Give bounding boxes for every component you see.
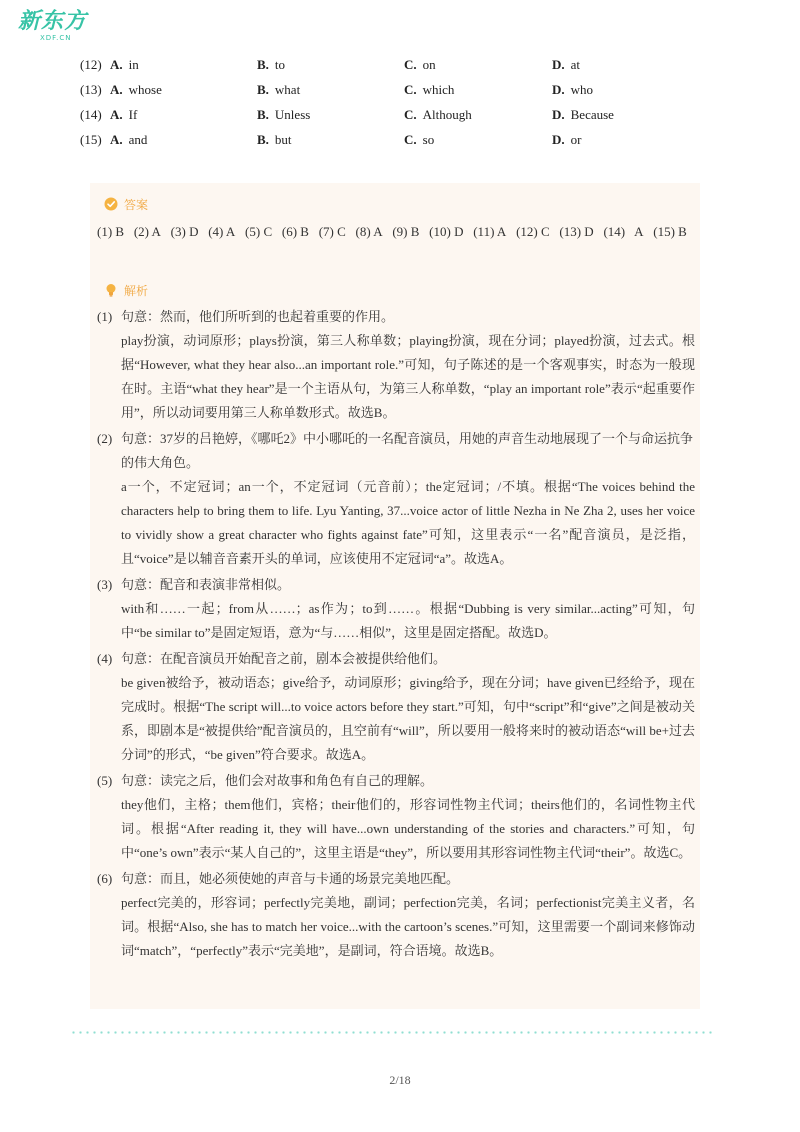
option-d: [552, 102, 614, 127]
item-meaning: 句意：而且，她必须使她的声音与卡通的场景完美地匹配。: [121, 871, 460, 886]
option-letter: C.: [404, 57, 417, 72]
page-number: 2/18: [389, 1073, 411, 1087]
option-text: so: [422, 132, 435, 147]
analysis-item: [97, 427, 695, 571]
item-number: (1): [97, 309, 113, 324]
option-letter: B.: [257, 82, 269, 97]
option-text: Because: [570, 107, 614, 122]
item-meaning: 句意：37岁的吕艳婷，《哪吒2》中小哪吒的一名配音演员，用她的声音生动地展现了一个与命运抗争的伟大角色。: [121, 431, 694, 470]
option-c: [404, 127, 434, 152]
question-number: (13): [80, 82, 102, 97]
option-c: [404, 77, 454, 102]
analysis-item: [97, 305, 695, 425]
option-row: [80, 52, 740, 77]
option-b: [257, 52, 285, 77]
option-letter: A.: [110, 57, 123, 72]
option-letter: C.: [404, 132, 417, 147]
item-explanation: a一个，不定冠词；an一个，不定冠词（元音前）；the定冠词；/不填。根据“The voices behind the characters help to bring them to life. Lyu Yanting, 37...voice actor of little Nezha in Ne Zha 2, uses her voice to vividly show a great character who fights against fate”可知，这里表示“一名”配音演员，是泛指，且“voice”是以辅音音素开头的单词，应该使用不定冠词“a”。故选A。: [121, 479, 695, 566]
analysis-item: [97, 769, 695, 865]
answer-analysis-panel: [90, 183, 700, 1009]
option-letter: D.: [552, 107, 565, 122]
option-letter: D.: [552, 57, 565, 72]
answer-list: (1) B (2) A (3) D (4) A (5) C (6) B (7) C (8) A (9) B (10) D (11) A (12) C (13) D (14) A (15) B: [97, 224, 687, 239]
option-row: [80, 77, 740, 102]
logo-text: 新东方: [18, 9, 88, 34]
option-a: [110, 52, 139, 77]
analysis-heading: [104, 280, 148, 300]
analysis-item: [97, 573, 695, 645]
option-text: in: [128, 57, 139, 72]
item-meaning: 句意：配音和表演非常相似。: [121, 577, 291, 592]
analysis-item: [97, 867, 695, 963]
item-number: (4): [97, 651, 113, 666]
option-text: at: [570, 57, 581, 72]
option-text: whose: [128, 82, 162, 97]
option-text: what: [274, 82, 301, 97]
option-b: [257, 77, 300, 102]
option-text: who: [570, 82, 594, 97]
question-number: (15): [80, 132, 102, 147]
item-explanation: they他们，主格；them他们，宾格；their他们的，形容词性物主代词；theirs他们的，名词性物主代词。根据“After reading it, they will have...own understanding of the stories and characters.”可知，句中“one’s own”表示“某人自己的”，这里主语是“they”，所以要用其形容词性物主代词“their”。故选C。: [121, 797, 695, 860]
lightbulb-icon: [104, 283, 118, 297]
option-text: but: [274, 132, 292, 147]
option-a: [110, 102, 137, 127]
option-text: Although: [422, 107, 472, 122]
option-text: Unless: [274, 107, 311, 122]
option-letter: B.: [257, 107, 269, 122]
answer-heading: [104, 194, 148, 214]
option-letter: C.: [404, 107, 417, 122]
option-row: [80, 127, 740, 152]
item-explanation: be given被给予，被动语态；give给予，动词原形；giving给予，现在分词；have given已经给予，现在完成时。根据“The script will...to voice actors before they start.”可知，句中“script”和“give”之间是被动关系，即剧本是“被提供给”配音演员的，且空前有“will”，所以要用一般将来时的被动语态“will be+过去分词”的形式，“be given”符合要求。故选A。: [121, 675, 695, 762]
item-explanation: perfect完美的，形容词；perfectly完美地，副词；perfection完美，名词；perfectionist完美主义者，名词。根据“Also, she has to match her voice...with the cartoon’s scenes.”可知，这里需要一个副词来修饰动词“match”，“perfectly”表示“完美地”，是副词，符合语境。故选B。: [121, 895, 695, 958]
option-letter: A.: [110, 82, 123, 97]
analysis-title: 解析: [124, 283, 149, 298]
option-text: If: [128, 107, 138, 122]
logo-subtext: XDF.CN: [40, 34, 72, 42]
option-a: [110, 127, 147, 152]
option-text: or: [570, 132, 582, 147]
option-d: [552, 127, 581, 152]
item-meaning: 句意：在配音演员开始配音之前，剧本会被提供给他们。: [121, 651, 447, 666]
option-b: [257, 127, 292, 152]
option-text: and: [128, 132, 148, 147]
dotted-divider: [70, 1031, 715, 1034]
item-number: (5): [97, 773, 113, 788]
option-d: [552, 52, 580, 77]
brand-logo: [18, 10, 98, 46]
option-c: [404, 102, 472, 127]
analysis-list: [97, 305, 695, 963]
option-list: [80, 52, 740, 152]
item-explanation: with和……一起；from从……；as作为；to到……。根据“Dubbing is very similar...acting”可知，句中“be similar to”是固定短语，意为“与……相似”，这里是固定搭配。故选D。: [121, 601, 695, 640]
item-explanation: play扮演，动词原形；plays扮演，第三人称单数；playing扮演，现在分词；played扮演，过去式。根据“However, what they hear also...an important role.”可知，句子陈述的是一个客观事实，时态为一般现在时。主语“what they hear”是一个主语从句，为第三人称单数，“play an important role”表示“起重要作用”，所以动词要用第三人称单数形式。故选B。: [121, 333, 695, 420]
option-text: on: [422, 57, 436, 72]
option-letter: D.: [552, 132, 565, 147]
answer-title: 答案: [124, 197, 149, 212]
option-letter: D.: [552, 82, 565, 97]
item-number: (6): [97, 871, 113, 886]
item-number: (2): [97, 431, 113, 446]
option-d: [552, 77, 593, 102]
option-letter: C.: [404, 82, 417, 97]
analysis-item: [97, 647, 695, 767]
option-text: which: [422, 82, 455, 97]
question-number: (14): [80, 107, 102, 122]
item-meaning: 句意：然而，他们所听到的也起着重要的作用。: [121, 309, 395, 324]
option-b: [257, 102, 310, 127]
option-letter: B.: [257, 57, 269, 72]
option-a: [110, 77, 162, 102]
option-letter: A.: [110, 132, 123, 147]
option-c: [404, 52, 436, 77]
question-number: (12): [80, 57, 102, 72]
option-letter: B.: [257, 132, 269, 147]
option-row: [80, 102, 740, 127]
option-text: to: [274, 57, 286, 72]
option-letter: A.: [110, 107, 123, 122]
item-number: (3): [97, 577, 113, 592]
check-badge-icon: [104, 197, 118, 211]
item-meaning: 句意：读完之后，他们会对故事和角色有自己的理解。: [121, 773, 434, 788]
